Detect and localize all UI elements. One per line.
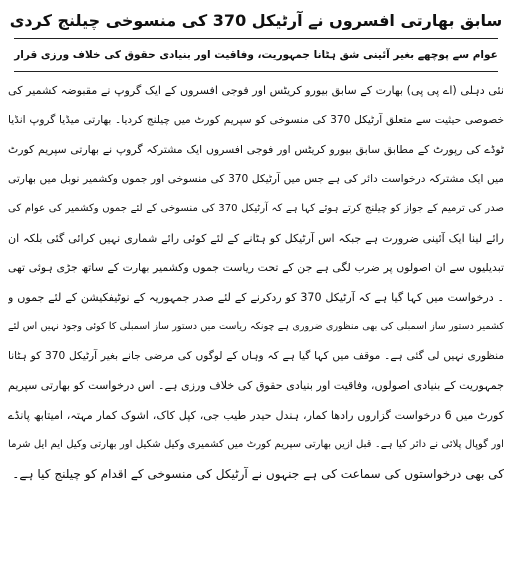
body-line: صدر کی ترمیم کے جواز کو چیلنج کرتے ہوئے کہا ہے کہ آرٹیکل 370 کی منسوخی کے لئے جموں وکشمیر کی عوام کی bbox=[8, 203, 504, 214]
subheadline-box bbox=[14, 38, 498, 72]
body-line: منظوری نہیں لی گئی ہے۔ موقف میں کہا گیا ہے کہ وہاں کے لوگوں کی مرضی جانے بغیر آرٹیکل 370 کو ہٹانا bbox=[8, 349, 504, 362]
article-headline: سابق بھارتی افسروں نے آرٹیکل 370 کی منسوخی چیلنج کردی bbox=[9, 11, 503, 30]
body-line: میں ایک مشترکہ درخواست دائر کی ہے جس میں آرٹیکل 370 کی منسوخی اور جموں وکشمیر نوبل میں بھارتی bbox=[8, 172, 504, 185]
body-line: اور گوپال پلائی نے دائر کیا ہے۔ قبل ازیں بھارتی سپریم کورٹ میں کشمیری وکیل شکیل اور بھارتی وکیل ایم ایل شرما bbox=[8, 439, 504, 450]
article-body bbox=[8, 76, 504, 489]
body-line: تبدیلیوں سے ان اصولوں پر ضرب لگی ہے جن کے تحت ریاست جموں وکشمیر بھارت کے ساتھ جڑی ہوئی تھی bbox=[8, 261, 504, 274]
body-line: خصوصی حیثیت سے متعلق آرٹیکل 370 کی منسوخی کو سپریم کورٹ میں چیلنج کردیا۔ بھارتی میڈیا گروپ انڈیا bbox=[8, 113, 504, 126]
body-line: رائے لینا ایک آئینی ضرورت ہے جبکہ اس آرٹیکل کو ہٹانے کے لئے کوئی رائے شماری نہیں کرائی گئی بلکہ ان bbox=[8, 231, 504, 245]
body-line: ٹوڈے کی رپورٹ کے مطابق سابق بیورو کریٹس اور فوجی افسروں ایک مشترکہ گروپ نے بھارتی سپریم کورٹ bbox=[8, 143, 504, 156]
body-line: کشمیر دستور ساز اسمبلی کی بھی منظوری ضروری ہے چونکہ ریاست میں دستور ساز اسمبلی کا کوئی وجود نہیں اس لئے bbox=[8, 321, 504, 332]
body-line: کی بھی درخواستوں کی سماعت کی ہے جنہوں نے آرٹیکل کی منسوخی کے اقدام کو چیلنج کیا ہے۔ bbox=[12, 466, 504, 481]
body-line: جمہوریت کے بنیادی اصولوں، وفاقیت اور بنیادی حقوق کی خلاف ورزی ہے۔ اس درخواست کو بھارتی سپریم bbox=[8, 379, 504, 392]
body-line: ۔ درخواست میں کہا گیا ہے کہ آرٹیکل 370 کو ردکرنے کے لئے صدر جمہوریہ کے نوٹیفکیشن کے لئے جموں و bbox=[8, 290, 504, 304]
body-line: کورٹ میں 6 درخواست گزاروں رادھا کمار، ہندل حیدر طیب جی، کپل کاک، اشوک کمار مہتہ، امیتابھ پانڈے bbox=[8, 408, 504, 422]
article-subheadline: عوام سے پوچھے بغیر آئینی شق ہٹانا جمہوریت، وفاقیت اور بنیادی حقوق کی خلاف ورزی قرار bbox=[14, 49, 498, 61]
body-line: نئی دہلی (اے پی پی) بھارت کے سابق بیورو کریٹس اور فوجی افسروں کے ایک گروپ نے مقبوضہ کشمیر کی bbox=[8, 84, 504, 97]
